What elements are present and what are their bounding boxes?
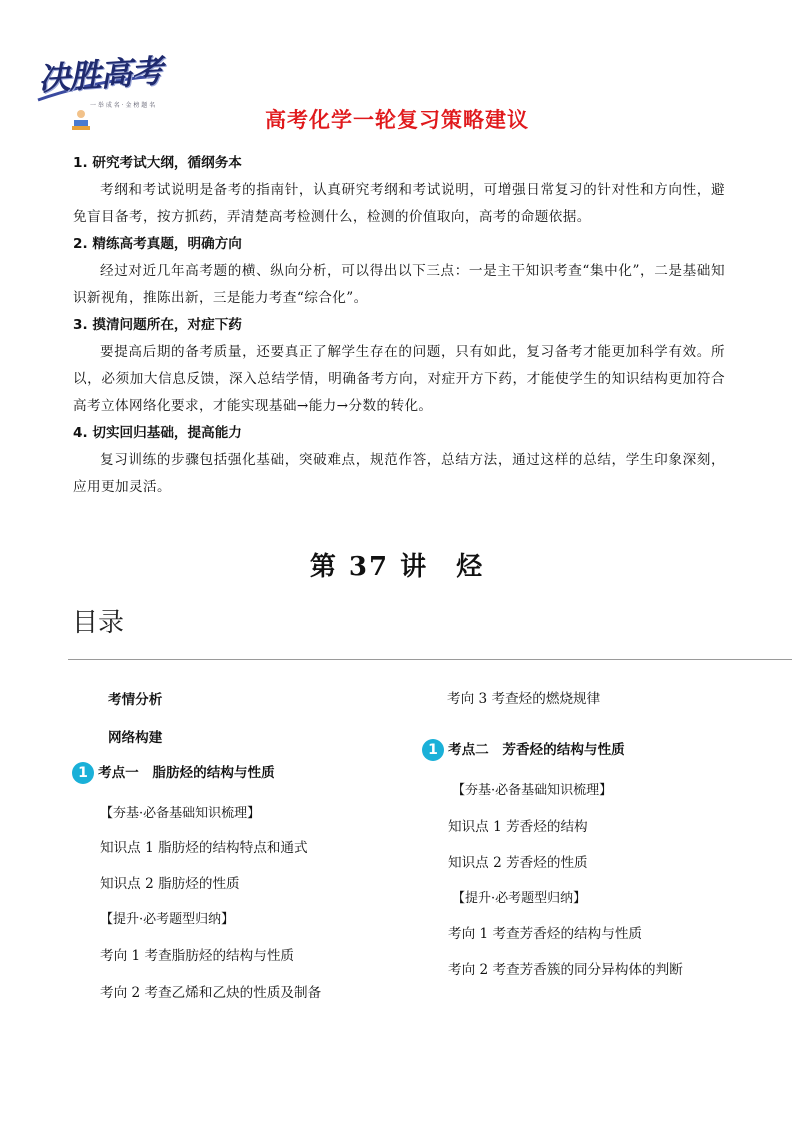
toc-item-direction-1-1[interactable]: 考向 1 考查脂肪烃的结构与性质 (100, 948, 295, 964)
logo-text: 决胜高考 (36, 51, 164, 99)
toc-item-analysis[interactable]: 考情分析 (108, 692, 163, 708)
advice-heading-3: 3. 摸清问题所在，对症下药 (73, 317, 242, 333)
toc-item-knowledge-1-1[interactable]: 知识点 1 脂肪烃的结构特点和通式 (100, 840, 308, 856)
advice-heading-4: 4. 切实回归基础，提高能力 (73, 425, 242, 441)
toc-item-point2[interactable] (422, 738, 625, 761)
toc-item-knowledge-2-1[interactable]: 知识点 1 芳香烃的结构 (448, 819, 588, 835)
advice-section (73, 150, 725, 501)
toc-divider (68, 659, 792, 660)
toc-title: 目录 (72, 608, 125, 638)
toc-point2-label: 考点二 芳香烃的结构与性质 (448, 742, 625, 758)
toc-item-knowledge-1-2[interactable]: 知识点 2 脂肪烃的性质 (100, 876, 240, 892)
number-badge-icon: 1 (422, 739, 444, 761)
advice-heading-1: 1. 研究考试大纲，循纲务本 (73, 155, 242, 171)
toc-point1-label: 考点一 脂肪烃的结构与性质 (98, 765, 275, 781)
toc-item-direction-2-2[interactable]: 考向 2 考查芳香簇的同分异构体的判断 (448, 962, 683, 978)
page-title: 高考化学一轮复习策略建议 (265, 108, 529, 132)
toc-item-network[interactable]: 网络构建 (108, 730, 163, 746)
advice-heading-2: 2. 精练高考真题，明确方向 (73, 236, 242, 252)
advice-body-4: 复习训练的步骤包括强化基础，突破难点，规范作答，总结方法，通过这样的总结，学生印象深刻，应用更加灵活。 (73, 452, 725, 495)
lecture-title: 第 37 讲 烃 (309, 552, 485, 582)
logo-subtitle: 一 举 成 名 · 金 榜 题 名 (90, 102, 156, 109)
toc-item-direction-2-1[interactable]: 考向 1 考查芳香烃的结构与性质 (448, 926, 643, 942)
toc-item-direction-1-2[interactable]: 考向 2 考查乙烯和乙炔的性质及制备 (100, 985, 322, 1001)
advice-body-1: 考纲和考试说明是备考的指南针，认真研究考纲和考试说明，可增强日常复习的针对性和方向性，避免盲目备考，按方抓药，弄清楚高考检测什么，检测的价值取向，高考的命题依据。 (73, 182, 725, 225)
advice-body-3: 要提高后期的备考质量，还要真正了解学生存在的问题，只有如此，复习备考才能更加科学有效。所以，必须加大信息反馈，深入总结学情，明确备考方向，对症开方下药，才能使学生的知识结构更加符合高考立体网络化要求，才能实现基础→能力→分数的转化。 (73, 344, 725, 414)
number-badge-icon: 1 (72, 762, 94, 784)
toc-item-direction-1-3[interactable]: 考向 3 考查烃的燃烧规律 (447, 691, 601, 707)
toc-item-improve-2[interactable]: 【提升·必考题型归纳】 (452, 891, 587, 906)
toc-item-point1[interactable] (72, 761, 275, 784)
toc-item-basics-1[interactable]: 【夯基·必备基础知识梳理】 (100, 806, 261, 821)
toc-item-knowledge-2-2[interactable]: 知识点 2 芳香烃的性质 (448, 855, 588, 871)
toc-item-basics-2[interactable]: 【夯基·必备基础知识梳理】 (452, 783, 613, 798)
toc-item-improve-1[interactable]: 【提升·必考题型归纳】 (100, 912, 235, 927)
advice-body-2: 经过对近几年高考题的横、纵向分析，可以得出以下三点：一是主干知识考查“集中化”，二是基础知识新视角，推陈出新，三是能力考查“综合化”。 (73, 263, 725, 306)
